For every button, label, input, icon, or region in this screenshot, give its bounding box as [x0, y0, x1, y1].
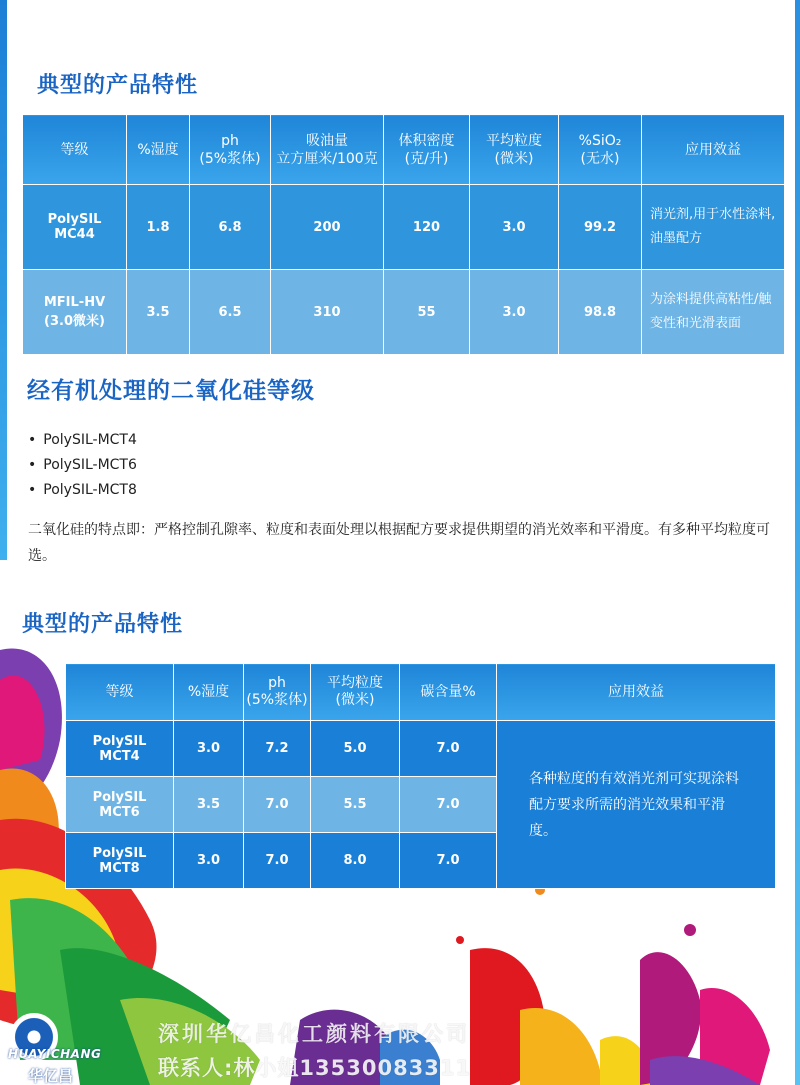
cell-grade: PolySIL MCT4: [66, 721, 174, 777]
col-header-moisture: %湿度: [174, 664, 244, 721]
product-properties-table-1: [22, 114, 785, 355]
cell-carbon: 7.0: [400, 777, 497, 833]
section3-title: 典型的产品特性: [22, 612, 184, 637]
col-header-particle-size: 平均粒度 (微米): [470, 115, 559, 185]
cell-moisture: 3.5: [127, 270, 190, 355]
col-header-sio2: %SiO₂ (无水): [559, 115, 642, 185]
cell-moisture: 3.5: [174, 777, 244, 833]
cell-grade: PolySIL MC44: [23, 185, 127, 270]
col-header-carbon: 碳含量%: [400, 664, 497, 721]
description-paragraph: 二氧化硅的特点即：严格控制孔隙率、粒度和表面处理以根据配方要求提供期望的消光效率和平滑度。有多种平均粒度可选。: [28, 522, 770, 564]
table-row: [66, 721, 776, 777]
col-header-ph: ph (5%浆体): [244, 664, 311, 721]
list-item: • PolySIL-MCT8: [28, 478, 137, 503]
cell-ph: 6.5: [190, 270, 271, 355]
col-header-application: 应用效益: [642, 115, 785, 185]
cell-sio2: 99.2: [559, 185, 642, 270]
cell-particle-size: 8.0: [311, 833, 400, 889]
cell-moisture: 1.8: [127, 185, 190, 270]
cell-carbon: 7.0: [400, 833, 497, 889]
cell-grade: PolySIL MCT8: [66, 833, 174, 889]
table-header-row: [66, 664, 776, 721]
list-item: • PolySIL-MCT6: [28, 453, 137, 478]
cell-ph: 6.8: [190, 185, 271, 270]
col-header-oil-absorption: 吸油量 立方厘米/100克: [271, 115, 384, 185]
cell-application: 各种粒度的有效消光剂可实现涂料配方要求所需的消光效果和平滑度。: [497, 721, 776, 889]
cell-ph: 7.0: [244, 777, 311, 833]
cell-moisture: 3.0: [174, 721, 244, 777]
cell-sio2: 98.8: [559, 270, 642, 355]
cell-bulk-density: 55: [384, 270, 470, 355]
col-header-bulk-density: 体积密度 (克/升): [384, 115, 470, 185]
grade-list: [28, 428, 137, 503]
cell-particle-size: 3.0: [470, 270, 559, 355]
col-header-moisture: %湿度: [127, 115, 190, 185]
cell-ph: 7.0: [244, 833, 311, 889]
cell-carbon: 7.0: [400, 721, 497, 777]
section1-title: 典型的产品特性: [37, 73, 199, 98]
cell-particle-size: 5.0: [311, 721, 400, 777]
table-row: [23, 270, 785, 355]
col-header-ph: ph (5%浆体): [190, 115, 271, 185]
cell-application: 消光剂,用于水性涂料,油墨配方: [642, 185, 785, 270]
contact-info: 联系人:林小姐13530083311: [158, 1056, 472, 1080]
cell-grade: MFIL-HV (3.0微米): [23, 270, 127, 355]
col-header-application: 应用效益: [497, 664, 776, 721]
cell-grade: PolySIL MCT6: [66, 777, 174, 833]
col-header-particle-size: 平均粒度 (微米): [311, 664, 400, 721]
col-header-grade: 等级: [23, 115, 127, 185]
cell-moisture: 3.0: [174, 833, 244, 889]
cell-application: 为涂料提供高粘性/触变性和光滑表面: [642, 270, 785, 355]
col-header-grade: 等级: [66, 664, 174, 721]
section2-title: 经有机处理的二氧化硅等级: [27, 378, 315, 404]
company-logo: [0, 1005, 150, 1085]
cell-oil-absorption: 310: [271, 270, 384, 355]
product-properties-table-2: [65, 663, 776, 889]
list-item: • PolySIL-MCT4: [28, 428, 137, 453]
table-row: [23, 185, 785, 270]
left-accent-bar: [0, 0, 7, 560]
cell-oil-absorption: 200: [271, 185, 384, 270]
logo-chinese-text: 华亿昌: [28, 1067, 74, 1085]
cell-particle-size: 3.0: [470, 185, 559, 270]
cell-particle-size: 5.5: [311, 777, 400, 833]
cell-bulk-density: 120: [384, 185, 470, 270]
company-name: 深圳华亿昌化工颜料有限公司: [158, 1022, 470, 1046]
logo-english-text: HUAYICHANG: [8, 1047, 102, 1061]
cell-ph: 7.2: [244, 721, 311, 777]
table-header-row: [23, 115, 785, 185]
